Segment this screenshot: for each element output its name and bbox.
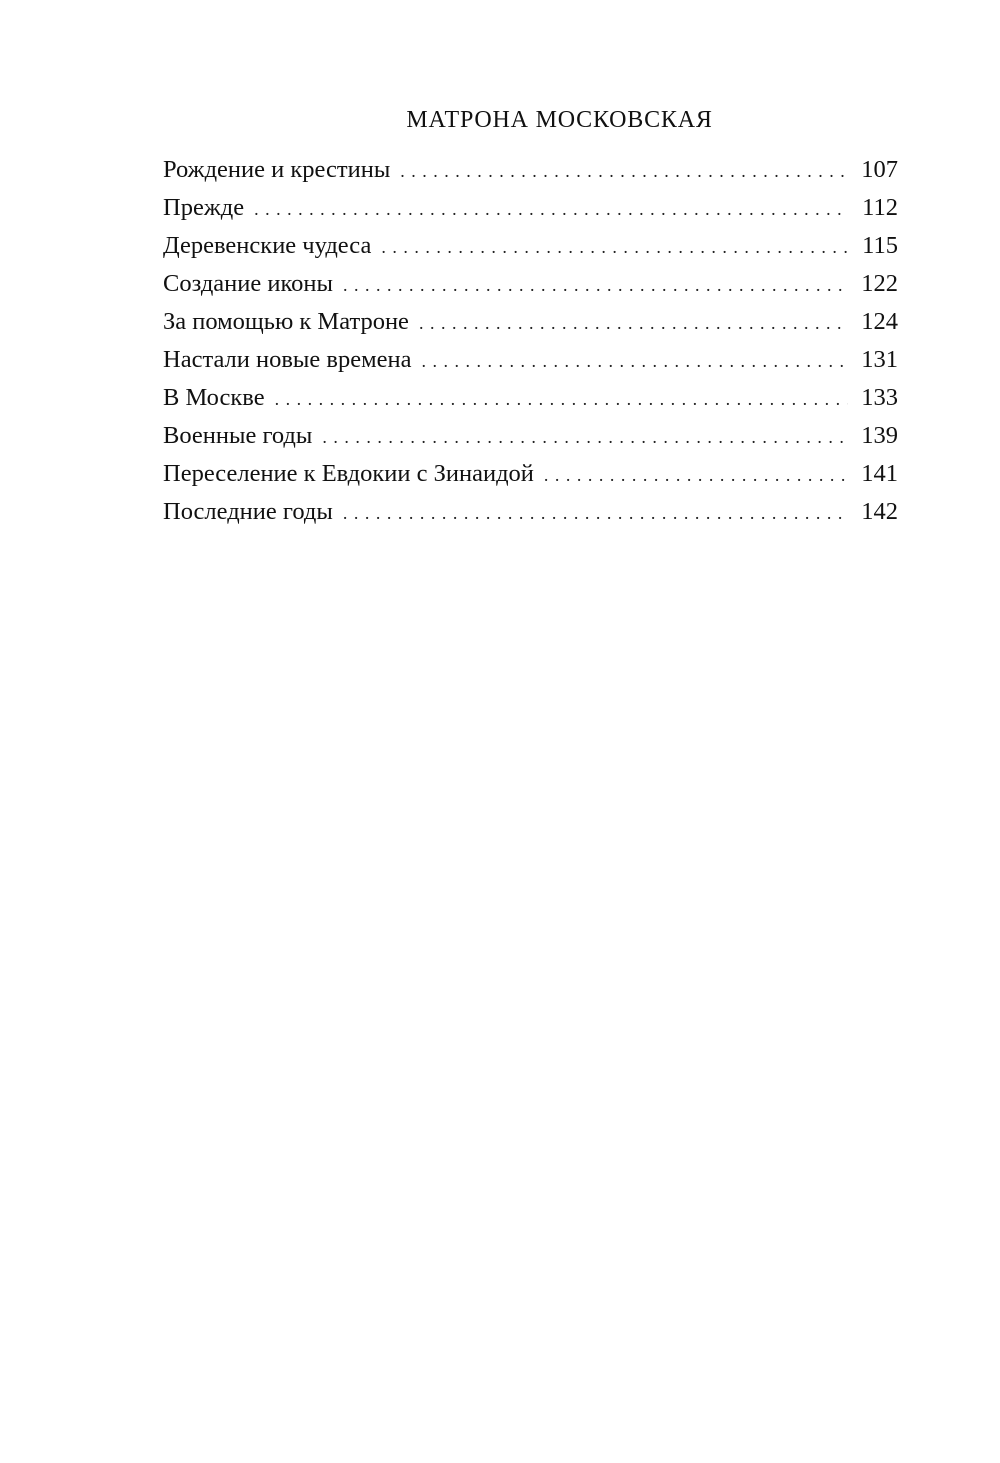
- toc-entry: [163, 265, 898, 303]
- toc-entry-label: За помощью к Матроне: [163, 308, 409, 335]
- toc-entry-page: 131: [861, 346, 898, 373]
- toc-entry: [163, 151, 898, 189]
- toc-entry-page: 133: [861, 384, 898, 411]
- dot-leader: [343, 266, 848, 304]
- toc-entry-label: Настали новые времена: [163, 346, 412, 373]
- toc-list: [163, 151, 898, 531]
- toc-entry: [163, 455, 898, 493]
- toc-entry-page: 141: [861, 460, 898, 487]
- toc-entry-label: Деревенские чудеса: [163, 232, 372, 259]
- toc-entry: [163, 341, 898, 379]
- toc-entry-label: Прежде: [163, 194, 245, 221]
- table-of-contents: [163, 104, 898, 531]
- toc-entry-label: Рождение и крестины: [163, 156, 391, 183]
- toc-entry-page: 115: [862, 232, 898, 259]
- dot-leader: [544, 456, 848, 494]
- toc-entry: [163, 227, 898, 265]
- toc-entry-page: 142: [861, 498, 898, 525]
- dot-leader: [254, 190, 848, 228]
- dot-leader: [275, 380, 848, 418]
- toc-entry-page: 139: [861, 422, 898, 449]
- toc-entry: [163, 417, 898, 455]
- toc-entry: [163, 379, 898, 417]
- dot-leader: [322, 418, 848, 456]
- toc-entry: [163, 303, 898, 341]
- dot-leader: [421, 342, 848, 380]
- toc-entry-label: В Москве: [163, 384, 265, 411]
- dot-leader: [400, 152, 848, 190]
- toc-entry-label: Последние годы: [163, 498, 333, 525]
- dot-leader: [343, 494, 848, 532]
- toc-entry: [163, 189, 898, 227]
- toc-entry-label: Создание иконы: [163, 270, 333, 297]
- dot-leader: [381, 228, 848, 266]
- dot-leader: [419, 304, 848, 342]
- toc-entry: [163, 493, 898, 531]
- toc-entry-label: Военные годы: [163, 422, 313, 449]
- toc-entry-page: 107: [861, 156, 898, 183]
- toc-entry-page: 122: [861, 270, 898, 297]
- section-title: МАТРОНА МОСКОВСКАЯ: [406, 107, 713, 133]
- toc-entry-page: 124: [861, 308, 898, 335]
- toc-entry-label: Переселение к Евдокии с Зинаидой: [163, 460, 534, 487]
- toc-entry-page: 112: [862, 194, 898, 221]
